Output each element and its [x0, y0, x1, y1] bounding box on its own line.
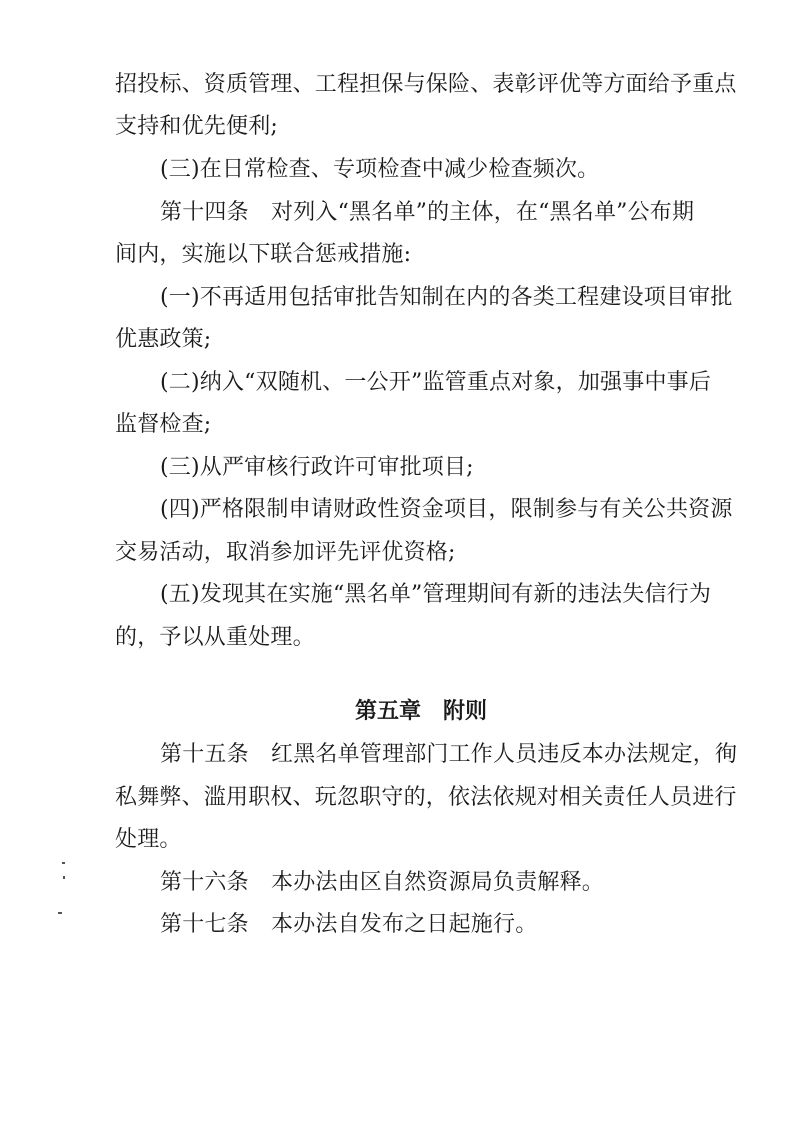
text-line: (三)从严审核行政许可审批项目;: [160, 455, 474, 480]
text-line: (四)严格限制申请财政性资金项目，限制参与有关公共资源: [160, 497, 733, 522]
text-line: 监督检查;: [115, 412, 212, 437]
text-line: (二)纳入“双随机、一公开”监管重点对象，加强事中事后: [160, 370, 712, 395]
text-line: 优惠政策;: [115, 327, 212, 352]
text-line: 交易活动，取消参加评先评优资格;: [115, 540, 456, 565]
text-line: 支持和优先便利;: [115, 114, 279, 139]
text-line: 招投标、资质管理、工程担保与保险、表彰评优等方面给予重点: [115, 72, 737, 97]
text-line: 第十七条 本办法自发布之日起施行。: [160, 912, 538, 937]
text-line: (三)在日常检查、专项检查中减少检查频次。: [160, 157, 600, 182]
text-line: 处理。: [115, 827, 182, 852]
text-line: (五)发现其在实施“黑名单”管理期间有新的违法失信行为: [160, 582, 712, 607]
text-line: 第十四条 对列入“黑名单”的主体，在“黑名单”公布期: [160, 200, 695, 225]
text-line: 私舞弊、滥用职权、玩忽职守的，依法依规对相关责任人员进行: [115, 785, 737, 810]
text-line: 间内，实施以下联合惩戒措施:: [115, 242, 412, 267]
scan-speck: [62, 862, 65, 864]
scan-speck: [63, 876, 65, 879]
text-line: 的，予以从重处理。: [115, 625, 315, 650]
text-line: (一)不再适用包括审批告知制在内的各类工程建设项目审批: [160, 285, 733, 310]
scan-speck: [58, 912, 62, 914]
text-line: 第十六条 本办法由区自然资源局负责解释。: [160, 870, 605, 895]
text-line: 第十五条 红黑名单管理部门工作人员违反本办法规定，徇: [160, 742, 738, 767]
chapter-title: 第五章 附则: [355, 699, 488, 724]
